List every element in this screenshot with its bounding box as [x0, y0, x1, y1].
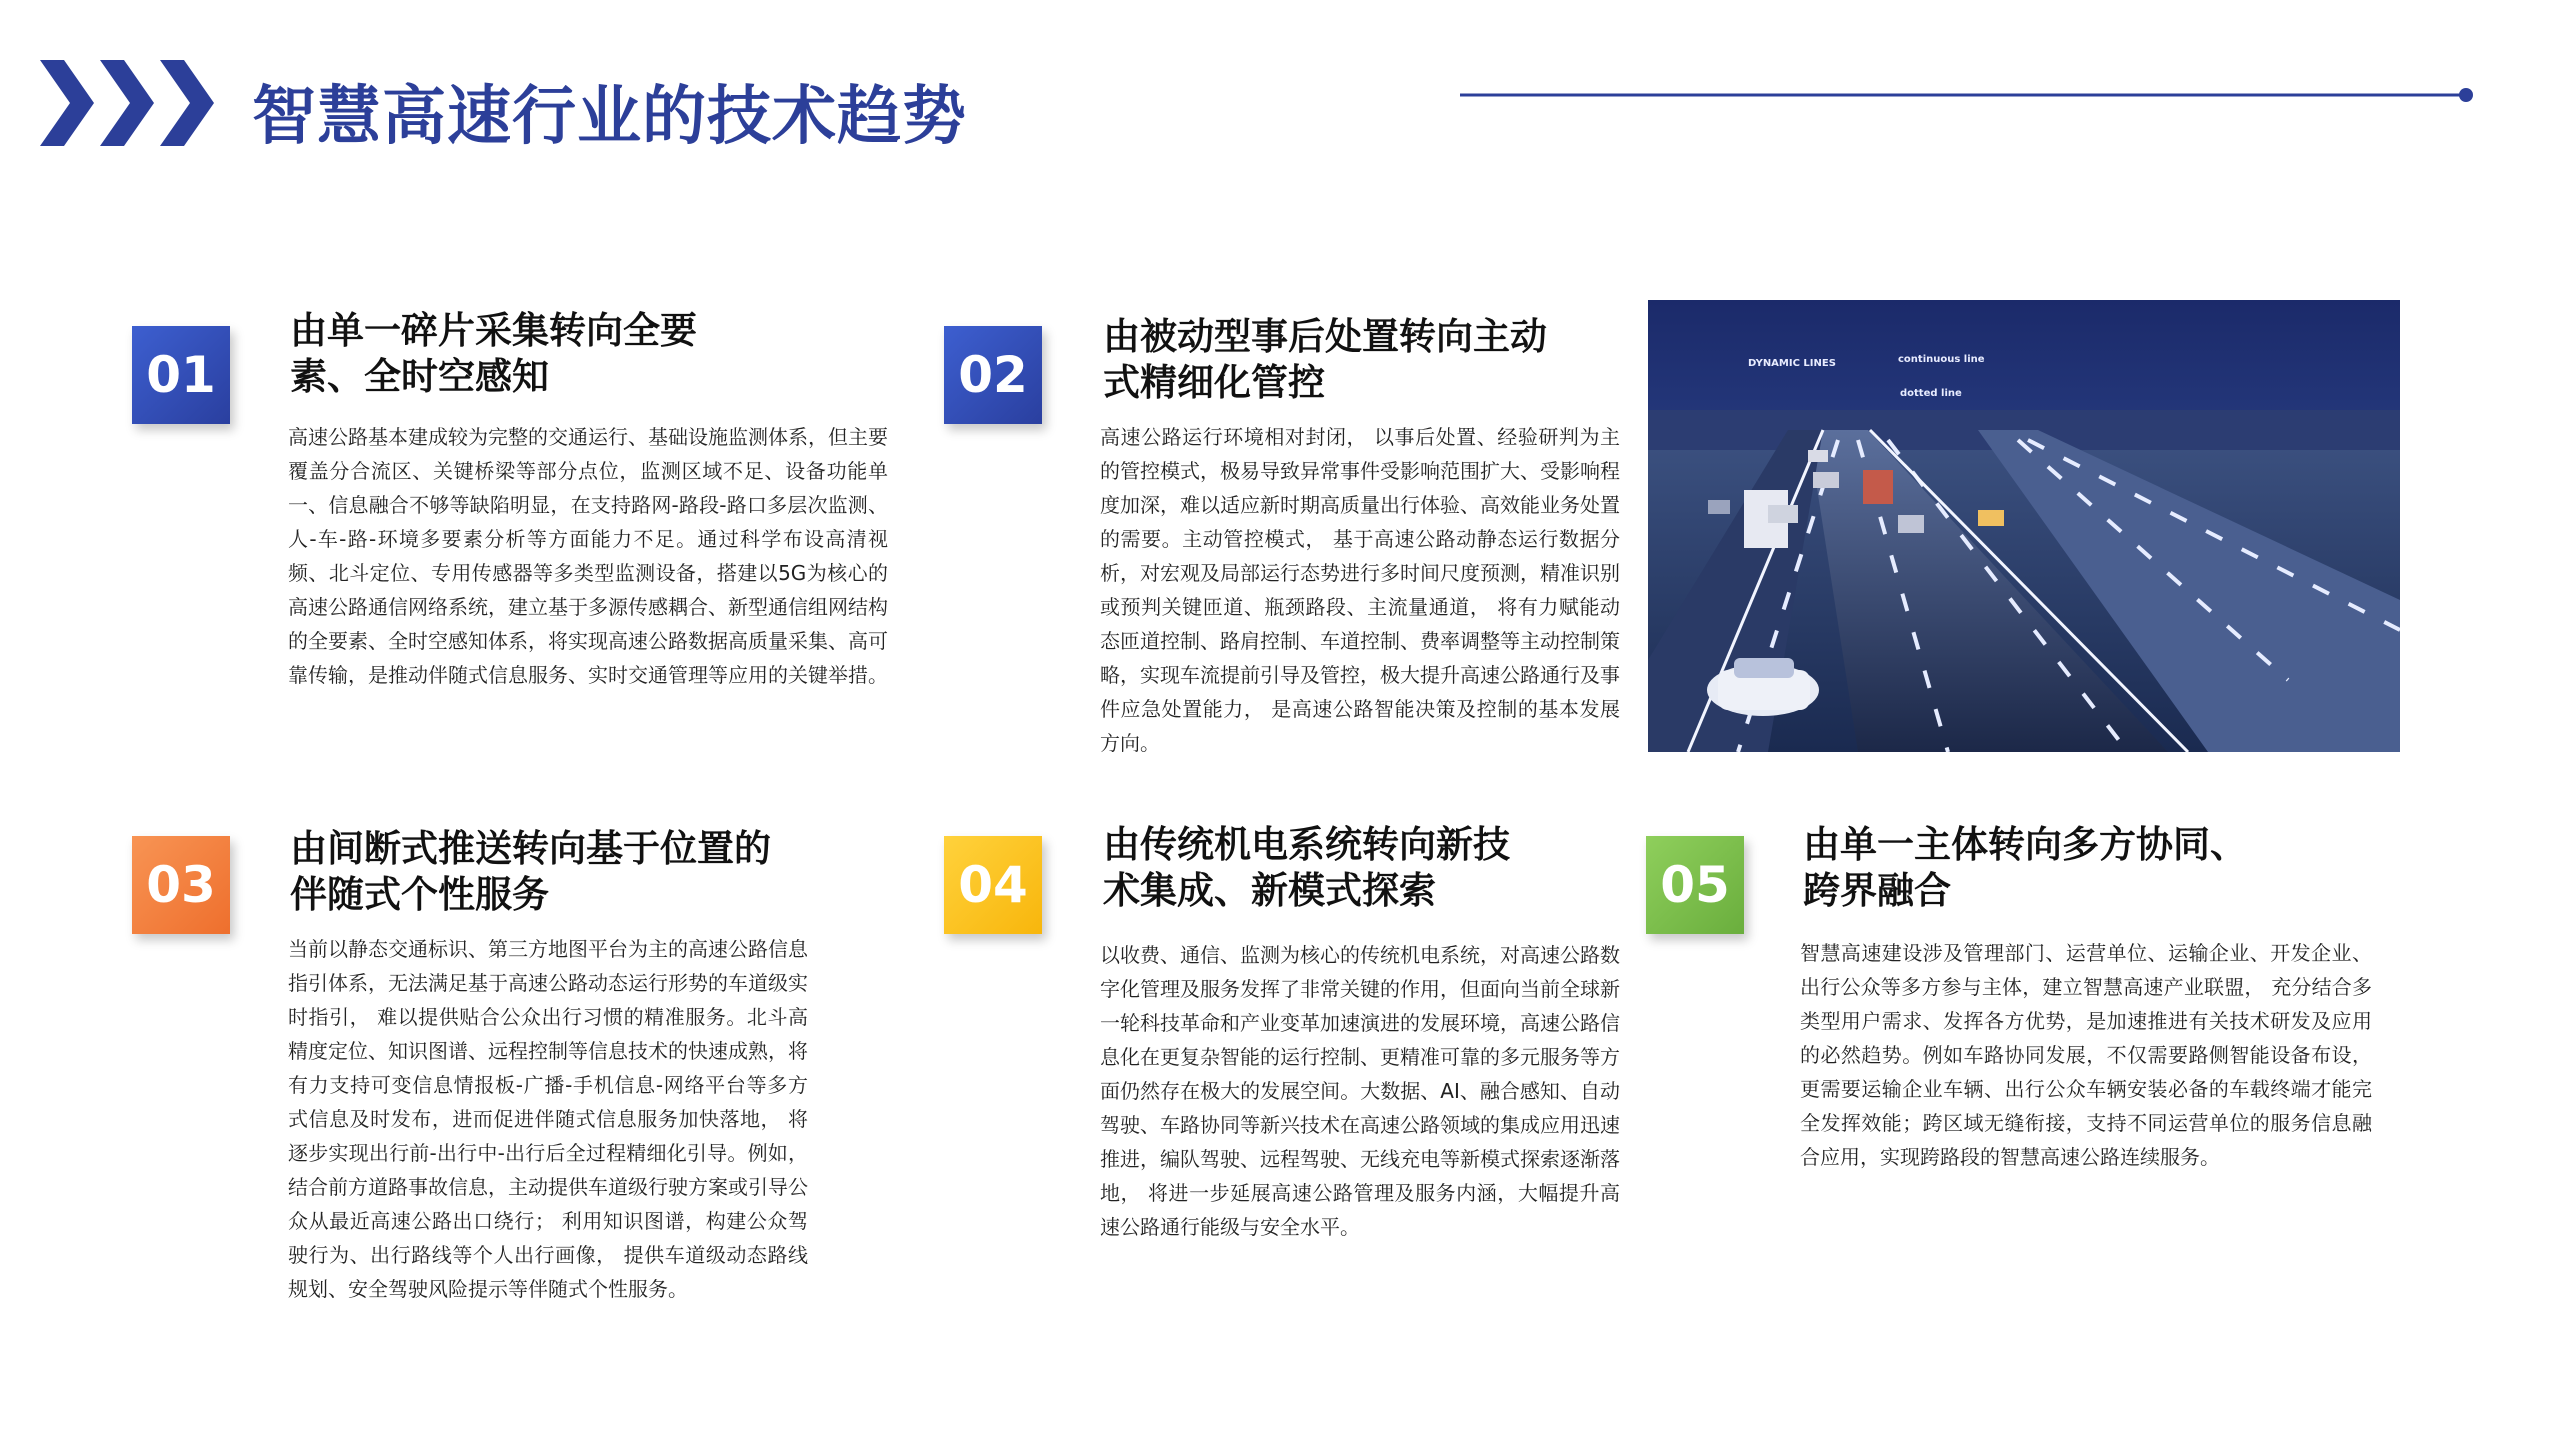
item-body: 智慧高速建设涉及管理部门、运营单位、运输企业、开发企业、出行公众等多方参与主体，建立智慧高速产业联盟， 充分结合多类型用户需求、发挥各方优势，是加速推进有关技术研发及应用的必然趋势。例如车路协同发展，不仅需要路侧智能设备布设，更需要运输企业车辆、出行公众车辆安装必备的车载终端才能完全发挥效能；跨区域无缝衔接，支持不同运营单位的服务信息融合应用，实现跨路段的智慧高速公路连续服务。 [1800, 941, 2372, 1169]
header-divider [1460, 80, 2480, 110]
item-body: 以收费、通信、监测为核心的传统机电系统，对高速公路数字化管理及服务发挥了非常关键的作用，但面向当前全球新一轮科技革命和产业变革加速演进的发展环境，高速公路信息化在更复杂智能的运行控制、更精准可靠的多元服务等方面仍然存在极大的发展空间。大数据、AI、融合感知、自动驾驶、车路协同等新兴技术在高速公路领域的集成应用迅速推进，编队驾驶、远程驾驶、无线充电等新模式探索逐渐落地， 将进一步延展高速公路管理及服务内涵，大幅提升高速公路通行能级与安全水平。 [1100, 943, 1620, 1239]
item-heading: 由单一碎片采集转向全要 素、全时空感知 [290, 309, 697, 398]
highway-photo [1648, 300, 2400, 752]
item-heading: 由单一主体转向多方协同、 跨界融合 [1803, 823, 2247, 912]
item-number-badge: 02 [944, 326, 1042, 424]
item-number-badge: 05 [1646, 836, 1744, 934]
page-title: 智慧高速行业的技术趋势 [252, 80, 967, 154]
item-body: 当前以静态交通标识、第三方地图平台为主的高速公路信息指引体系，无法满足基于高速公路动态运行形势的车道级实时指引， 难以提供贴合公众出行习惯的精准服务。北斗高精度定位、知识图谱、远程控制等信息技术的快速成熟，将有力支持可变信息情报板-广播-手机信息-网络平台等多方式信息及时发布，进而促进伴随式信息服务加快落地， 将逐步实现出行前-出行中-出行后全过程精细化引导。例如， 结合前方道路事故信息，主动提供车道级行驶方案或引导公众从最近高速公路出口绕行； 利用知识图谱，构建公众驾驶行为、出行路线等个人出行画像， 提供车道级动态路线规划、安全驾驶风险提示等伴随式个性服务。 [288, 937, 808, 1301]
item-number-badge: 04 [944, 836, 1042, 934]
item-number-badge: 03 [132, 836, 230, 934]
overlay-label: continuous line [1898, 354, 1985, 365]
overlay-label: DYNAMIC LINES [1748, 358, 1836, 369]
item-heading: 由间断式推送转向基于位置的 伴随式个性服务 [290, 827, 771, 916]
item-number-badge: 01 [132, 326, 230, 424]
item-body: 高速公路基本建成较为完整的交通运行、基础设施监测体系，但主要覆盖分合流区、关键桥梁等部分点位，监测区域不足、设备功能单一、信息融合不够等缺陷明显，在支持路网-路段-路口多层次监测、人-车-路-环境多要素分析等方面能力不足。通过科学布设高清视频、北斗定位、专用传感器等多类型监测设备，搭建以5G为核心的高速公路通信网络系统，建立基于多源传感耦合、新型通信组网结构的全要素、全时空感知体系，将实现高速公路数据高质量采集、高可靠传输，是推动伴随式信息服务、实时交通管理等应用的关键举措。 [288, 425, 888, 687]
item-body: 高速公路运行环境相对封闭， 以事后处置、经验研判为主的管控模式，极易导致异常事件受影响范围扩大、受影响程度加深，难以适应新时期高质量出行体验、高效能业务处置的需要。主动管控模式， 基于高速公路动静态运行数据分析，对宏观及局部运行态势进行多时间尺度预测，精准识别或预判关键匝道、瓶颈路段、主流量通道， 将有力赋能动态匝道控制、路肩控制、车道控制、费率调整等主动控制策略，实现车流提前引导及管控，极大提升高速公路通行及事件应急处置能力， 是高速公路智能决策及控制的基本发展方向。 [1100, 425, 1620, 755]
item-heading: 由传统机电系统转向新技 术集成、新模式探索 [1103, 823, 1510, 912]
chevron-arrows-icon [40, 60, 220, 146]
item-heading: 由被动型事后处置转向主动 式精细化管控 [1103, 315, 1547, 404]
overlay-label: dotted line [1900, 388, 1962, 399]
